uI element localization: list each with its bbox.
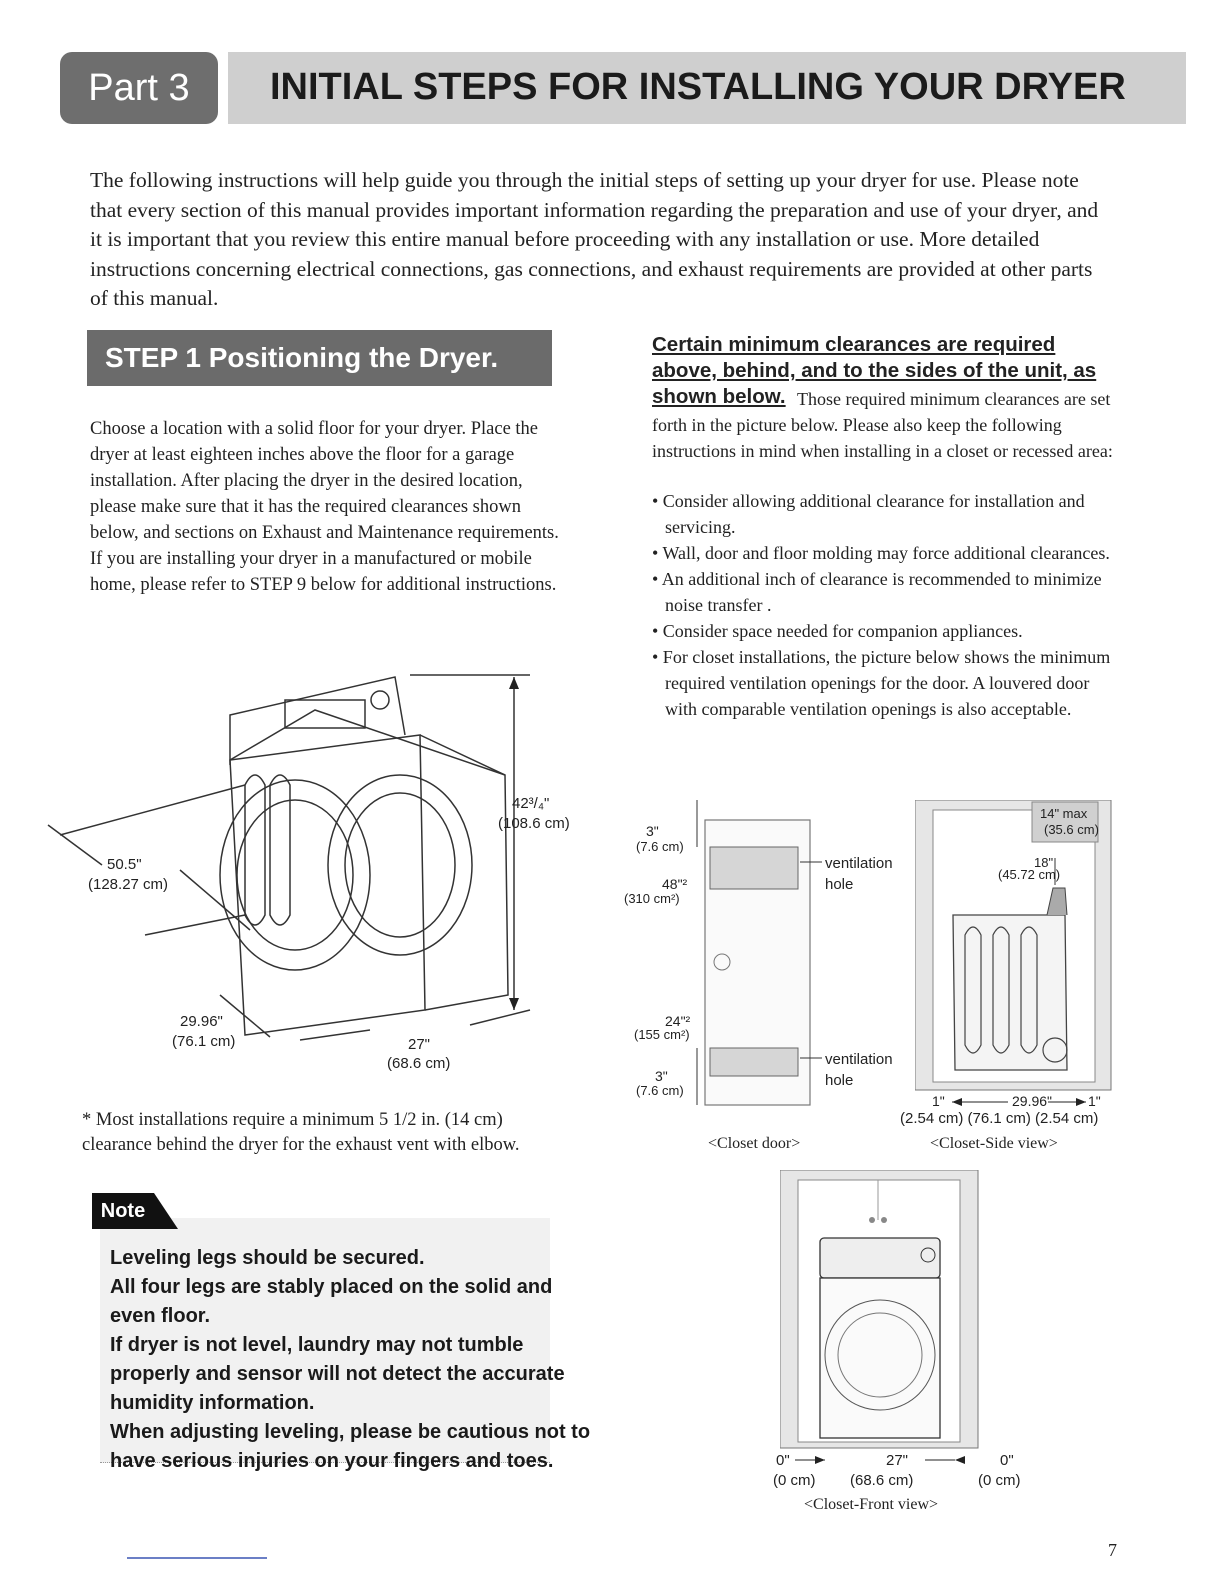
closet-front-caption: <Closet-Front view> bbox=[804, 1496, 939, 1513]
part-badge: Part 3 bbox=[60, 52, 218, 124]
note-line: have serious injuries on your fingers and toes. bbox=[110, 1450, 554, 1472]
list-item: • Consider space needed for companion appliances. bbox=[652, 621, 1023, 641]
front-width-cm: (68.6 cm) bbox=[850, 1472, 914, 1489]
closet-door-caption: <Closet door> bbox=[708, 1135, 801, 1152]
step-heading: STEP 1 Positioning the Dryer. bbox=[87, 330, 552, 386]
upper-vent-area: 48"² bbox=[662, 876, 688, 892]
front-width: 27" bbox=[886, 1452, 909, 1469]
width-dim: 27" bbox=[408, 1036, 431, 1053]
door-bottom-gap: 3" bbox=[655, 1068, 668, 1084]
note-line: even floor. bbox=[110, 1305, 211, 1327]
clearance-bullets bbox=[652, 488, 1122, 722]
width-dim-cm: (68.6 cm) bbox=[387, 1055, 451, 1072]
clearance-heading: Certain minimum clearances are required above, behind, and to the sides of the unit, as shown below. bbox=[652, 333, 1097, 408]
note-line: humidity information. bbox=[110, 1392, 315, 1414]
door-depth-dim: 50.5" bbox=[107, 856, 142, 873]
side-max-clearance-cm: (35.6 cm) bbox=[1044, 822, 1099, 837]
upper-vent-label: ventilation bbox=[825, 855, 893, 872]
step-paragraph: Choose a location with a solid floor for your dryer. Place the dryer at least eighteen inches above the floor for a garage installation. After placing the dryer in the desired location, please make sure that it has the required clearances shown below, and sections on Exhaust and Maintenance requirements. If you are installing your dryer in a manufactured or mobile home, please refer to STEP 9 below for additional instructions. bbox=[90, 419, 559, 595]
clearance-intro bbox=[652, 386, 1122, 464]
side-dimension-arrows bbox=[940, 1095, 1090, 1109]
depth-dim: 29.96" bbox=[180, 1013, 223, 1030]
height-dim-cm: (108.6 cm) bbox=[498, 815, 570, 832]
note-tag: Note bbox=[92, 1193, 154, 1229]
side-right-gap: 1" bbox=[1088, 1093, 1101, 1109]
clearance-intro-text: Those required minimum clearances are set forth in the picture below. Please also keep the following instructions in mind when installing in a closet or recessed area: bbox=[652, 389, 1113, 461]
front-right-gap-cm: (0 cm) bbox=[978, 1472, 1021, 1489]
closet-front-diagram bbox=[780, 1170, 980, 1452]
lower-vent-area-cm: (155 cm²) bbox=[634, 1027, 690, 1042]
list-item: • An additional inch of clearance is recommended to minimize noise transfer . bbox=[652, 569, 1102, 615]
closet-side-diagram bbox=[915, 800, 1115, 1095]
upper-vent-label-2: hole bbox=[825, 876, 854, 893]
front-left-gap-cm: (0 cm) bbox=[773, 1472, 816, 1489]
list-item: • Consider allowing additional clearance for installation and servicing. bbox=[652, 491, 1085, 537]
lower-vent-area: 24"² bbox=[665, 1013, 691, 1029]
side-top-clearance: 18" bbox=[1034, 855, 1054, 870]
lower-vent-label-2: hole bbox=[825, 1072, 854, 1089]
list-item: • For closet installations, the picture below shows the minimum required ventilation openings for the door. A louvered door with comparable ventilation openings is also acceptable. bbox=[652, 647, 1111, 719]
side-cm-row: (2.54 cm) (76.1 cm) (2.54 cm) bbox=[900, 1110, 1099, 1127]
side-top-clearance-cm: (45.72 cm) bbox=[998, 867, 1061, 882]
door-top-gap-cm: (7.6 cm) bbox=[636, 839, 684, 854]
intro-paragraph: The following instructions will help guide you through the initial steps of setting up your dryer for use. Please note that every section of this manual provides important information regarding the preparation and use of your dryer, and it is important that you review this entire manual before proceeding with any installation or use. More detailed instructions concerning electrical connections, gas connections, and exhaust requirements are provided at other parts of this manual. bbox=[90, 168, 1099, 310]
list-item: • Wall, door and floor molding may force additional clearances. bbox=[652, 543, 1110, 563]
note-line: properly and sensor will not detect the accurate bbox=[110, 1363, 565, 1385]
height-dim: 42³/₄" bbox=[512, 795, 550, 812]
side-max-clearance: 14" max bbox=[1040, 806, 1088, 821]
side-depth: 29.96" bbox=[1012, 1093, 1053, 1109]
upper-vent-area-cm: (310 cm²) bbox=[624, 891, 680, 906]
note-text bbox=[110, 1244, 591, 1476]
front-left-gap: 0" bbox=[776, 1452, 790, 1469]
side-left-gap: 1" bbox=[932, 1093, 945, 1109]
depth-dim-cm: (76.1 cm) bbox=[172, 1033, 236, 1050]
page-title: INITIAL STEPS FOR INSTALLING YOUR DRYER bbox=[270, 66, 1126, 108]
lower-vent-label: ventilation bbox=[825, 1051, 893, 1068]
closet-door-diagram bbox=[680, 800, 840, 1120]
note-line: When adjusting leveling, please be cautious not to bbox=[110, 1421, 591, 1443]
note-line: All four legs are stably placed on the solid and bbox=[110, 1276, 553, 1298]
door-top-gap: 3" bbox=[646, 823, 659, 839]
note-tag-tail bbox=[154, 1193, 178, 1229]
door-depth-dim-cm: (128.27 cm) bbox=[88, 876, 169, 893]
front-right-gap: 0" bbox=[1000, 1452, 1014, 1469]
closet-side-caption: <Closet-Side view> bbox=[930, 1135, 1058, 1152]
dryer-dimension-illustration bbox=[30, 665, 590, 1085]
note-line: Leveling legs should be secured. bbox=[110, 1247, 425, 1269]
page-number: 7 bbox=[1108, 1540, 1117, 1560]
door-bottom-gap-cm: (7.6 cm) bbox=[636, 1083, 684, 1098]
bottom-rule bbox=[127, 1557, 267, 1559]
note-line: If dryer is not level, laundry may not tumble bbox=[110, 1334, 524, 1356]
exhaust-footnote: * Most installations require a minimum 5 1/2 in. (14 cm) clearance behind the dryer for the exhaust vent with elbow. bbox=[82, 1110, 520, 1155]
